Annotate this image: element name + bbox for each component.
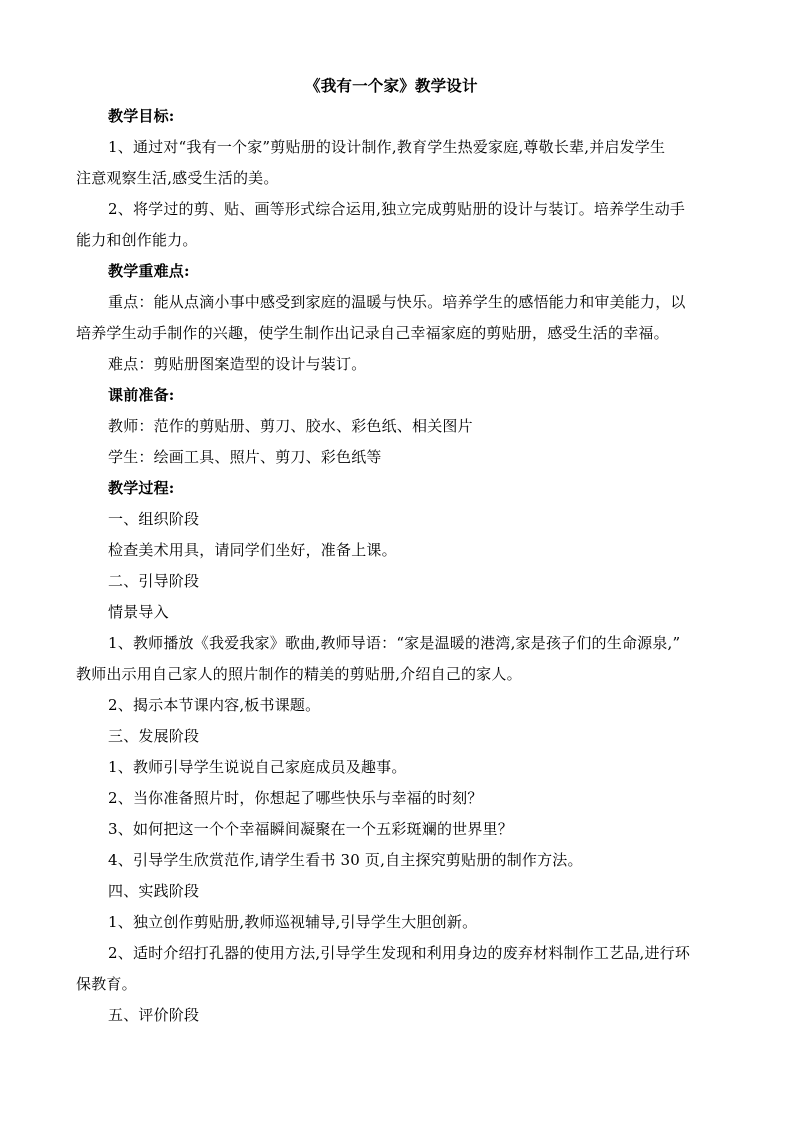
prep-teacher-line: 教师：范作的剪贴册、剪刀、胶水、彩色纸、相关图片 xyxy=(108,417,473,435)
stage-2-subtitle: 情景导入 xyxy=(108,603,169,621)
stage-3-title: 三、发展阶段 xyxy=(108,727,200,745)
stage-3-item-4: 4、引导学生欣赏范作,请学生看书 30 页,自主探究剪贴册的制作方法。 xyxy=(108,851,583,869)
stage-4-item-1: 1、独立创作剪贴册,教师巡视辅导,引导学生大胆创新。 xyxy=(108,913,478,931)
preparation-heading: 课前准备: xyxy=(108,386,175,404)
goal-1-line-1: 1、通过对“我有一个家”剪贴册的设计制作,教育学生热爱家庭,尊敬长辈,并启发学生 xyxy=(108,138,666,156)
key-points-heading: 教学重难点: xyxy=(108,262,190,280)
stage-3-item-2: 2、当你准备照片时，你想起了哪些快乐与幸福的时刻？ xyxy=(108,789,483,807)
stage-5-title: 五、评价阶段 xyxy=(108,1006,200,1024)
stage-3-item-3: 3、如何把这一个个幸福瞬间凝聚在一个五彩斑斓的世界里？ xyxy=(108,820,513,838)
key-point-line-2: 培养学生动手制作的兴趣，使学生制作出记录自己幸福家庭的剪贴册，感受生活的幸福。 xyxy=(76,324,669,342)
goal-2-line-1: 2、将学过的剪、贴、画等形式综合运用,独立完成剪贴册的设计与装订。培养学生动手 xyxy=(108,200,686,218)
stage-1-text: 检查美术用具，请同学们坐好，准备上课。 xyxy=(108,541,397,559)
stage-2-item-1-line-1: 1、教师播放《我爱我家》歌曲,教师导语：“家是温暖的港湾,家是孩子们的生命源泉,” xyxy=(108,634,681,652)
stage-4-title: 四、实践阶段 xyxy=(108,882,200,900)
goal-2-line-2: 能力和创作能力。 xyxy=(76,231,198,249)
goals-heading: 教学目标: xyxy=(108,107,175,125)
prep-student-line: 学生：绘画工具、照片、剪刀、彩色纸等 xyxy=(108,448,382,466)
goal-1-line-2: 注意观察生活,感受生活的美。 xyxy=(76,169,279,187)
key-point-line-1: 重点：能从点滴小事中感受到家庭的温暖与快乐。培养学生的感悟能力和审美能力，以 xyxy=(108,293,686,311)
stage-2-item-2: 2、揭示本节课内容,板书课题。 xyxy=(108,696,321,714)
stage-1-title: 一、组织阶段 xyxy=(108,510,200,528)
stage-3-item-1: 1、教师引导学生说说自己家庭成员及趣事。 xyxy=(108,758,407,776)
stage-4-item-2-line-2: 保教育。 xyxy=(76,975,137,993)
stage-2-title: 二、引导阶段 xyxy=(108,572,200,590)
page-title: 《我有一个家》教学设计 xyxy=(305,76,478,95)
process-heading: 教学过程: xyxy=(108,479,175,497)
stage-4-item-2-line-1: 2、适时介绍打孔器的使用方法,引导学生发现和利用身边的废弃材料制作工艺品,进行环 xyxy=(108,944,691,962)
difficulty-line: 难点：剪贴册图案造型的设计与装订。 xyxy=(108,355,367,373)
stage-2-item-1-line-2: 教师出示用自己家人的照片制作的精美的剪贴册,介绍自己的家人。 xyxy=(76,665,522,683)
